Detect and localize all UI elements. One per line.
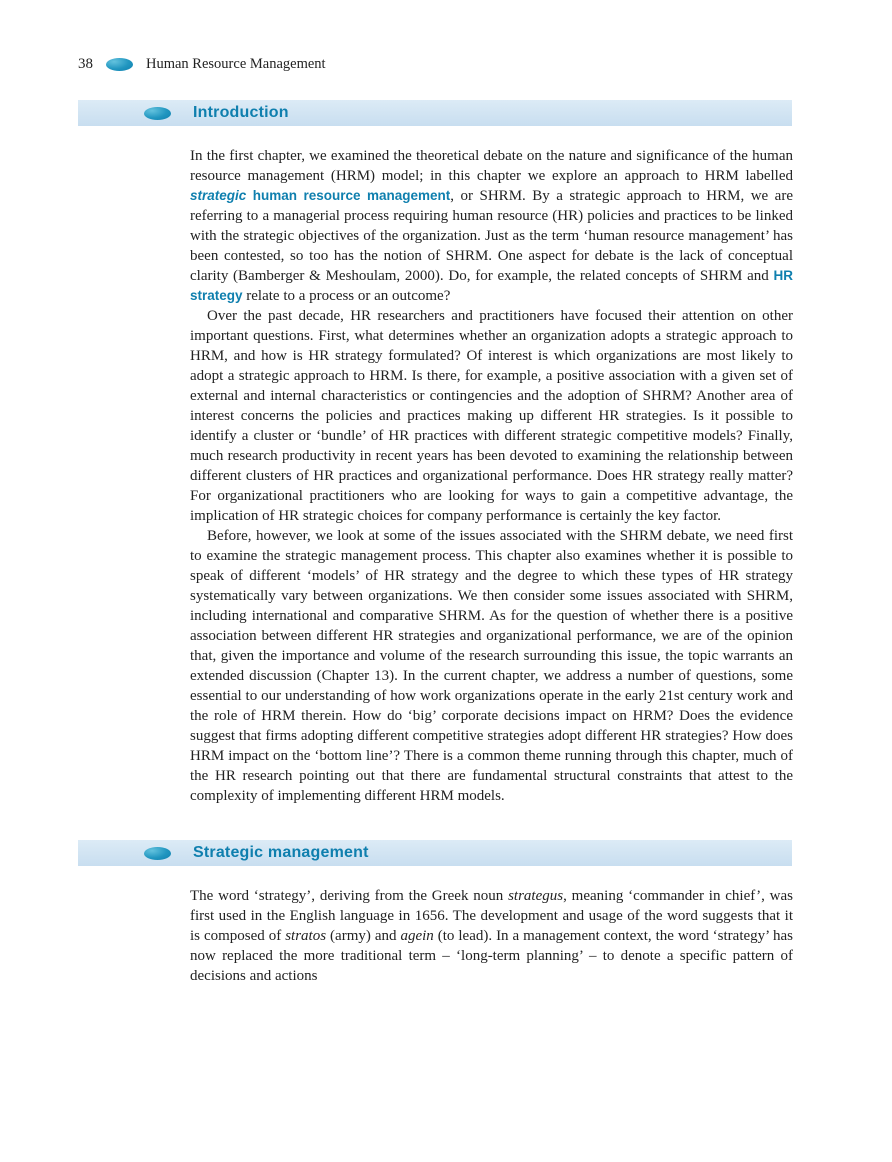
bullet-oval-icon: [144, 847, 171, 860]
paragraph: Before, however, we look at some of the issues associated with the SHRM debate, we need first to examine the strategic management process. This chapter also examines whether it is possible to speak of different ‘models’ of HR strategy and the degree to which these types of HR strategy systematically vary between organizations. We then consider some issues associated with SHRM, including international and comparative SHRM. As for the question of whether there is a positive association between different HR strategies and organizational performance, we are of the opinion that, given the importance and volume of the research surrounding this issue, the topic warrants an extended discussion (Chapter 13). In the current chapter, we address a number of questions, some essential to our understanding of how work organizations operate in the early 21st century work and the role of HRM therein. How do ‘big’ corporate decisions impact on HRM? Does the evidence suggest that firms adopting different competitive strategies adopt different HR strategies? How does HRM impact on the ‘bottom line’? There is a common theme running through this chapter, much of the HR research pointing out that there are fundamental structural constraints that attest to the complexity of implementing different HRM models.: [190, 528, 793, 804]
key-term: HR strategy: [190, 268, 793, 303]
sections: [0, 100, 892, 986]
bullet-oval-icon: [144, 107, 171, 120]
section-heading: Strategic management: [193, 844, 369, 861]
italic-term: agein: [400, 928, 434, 944]
key-term: strategic: [190, 188, 247, 203]
paragraph: Over the past decade, HR researchers and practitioners have focused their attention on other important questions. First, what determines whether an organization adopts a strategic approach to HRM, and how is HR strategy formulated? Of interest is which organizations are most likely to adopt a strategic approach to HRM. Is there, for example, a positive association with a given set of external and internal characteristics or contingencies and the adoption of SHRM? Another area of interest concerns the policies and practices making up different HR strategies. Is it possible to identify a cluster or ‘bundle’ of HR practices with different strategic competitive models? Finally, much research productivity in recent years has been devoted to examining the relationship between different clusters of HR practices and organizational performance. Does HR strategy really matter? For organizational practitioners who are looking for ways to gain a competitive advantage, the implication of HR strategic choices for company performance is certainly the key factor.: [190, 308, 793, 524]
page-header: [78, 56, 326, 73]
section-heading: Introduction: [193, 104, 289, 121]
italic-term: strategus: [508, 888, 564, 904]
section: [0, 100, 892, 806]
paragraph: The word ‘strategy’, deriving from the Greek noun strategus, meaning ‘commander in chief’, was first used in the English language in 1656. The development and usage of the word suggests that it is composed of stratos (army) and agein (to lead). In a management context, the word ‘strategy’ has now replaced the more traditional term – ‘long-term planning’ – to denote a specific pattern of decisions and actions: [190, 888, 794, 984]
section-heading-bar: [78, 100, 792, 126]
running-title: Human Resource Management: [146, 56, 326, 72]
page-bullet-oval-icon: [106, 58, 133, 71]
section-body: [190, 146, 793, 806]
paragraph: In the first chapter, we examined the theoretical debate on the nature and significance of the human resource management (HRM) model; in this chapter we explore an approach to HRM labelled strategic human resource management, or SHRM. By a strategic approach to HRM, we are referring to a managerial process requiring human resource (HR) policies and practices to be linked with the strategic objectives of the organization. Just as the term ‘human resource management’ has been contested, so too has the notion of SHRM. One aspect for debate is the lack of conceptual clarity (Bamberger & Meshoulam, 2000). Do, for example, the related concepts of SHRM and HR strategy relate to a process or an outcome?: [190, 148, 793, 304]
page-number: 38: [78, 56, 93, 72]
key-term: human resource management: [246, 188, 451, 203]
section: [0, 840, 892, 986]
italic-term: stratos: [285, 928, 327, 944]
section-body: [190, 886, 793, 986]
section-heading-bar: [78, 840, 792, 866]
